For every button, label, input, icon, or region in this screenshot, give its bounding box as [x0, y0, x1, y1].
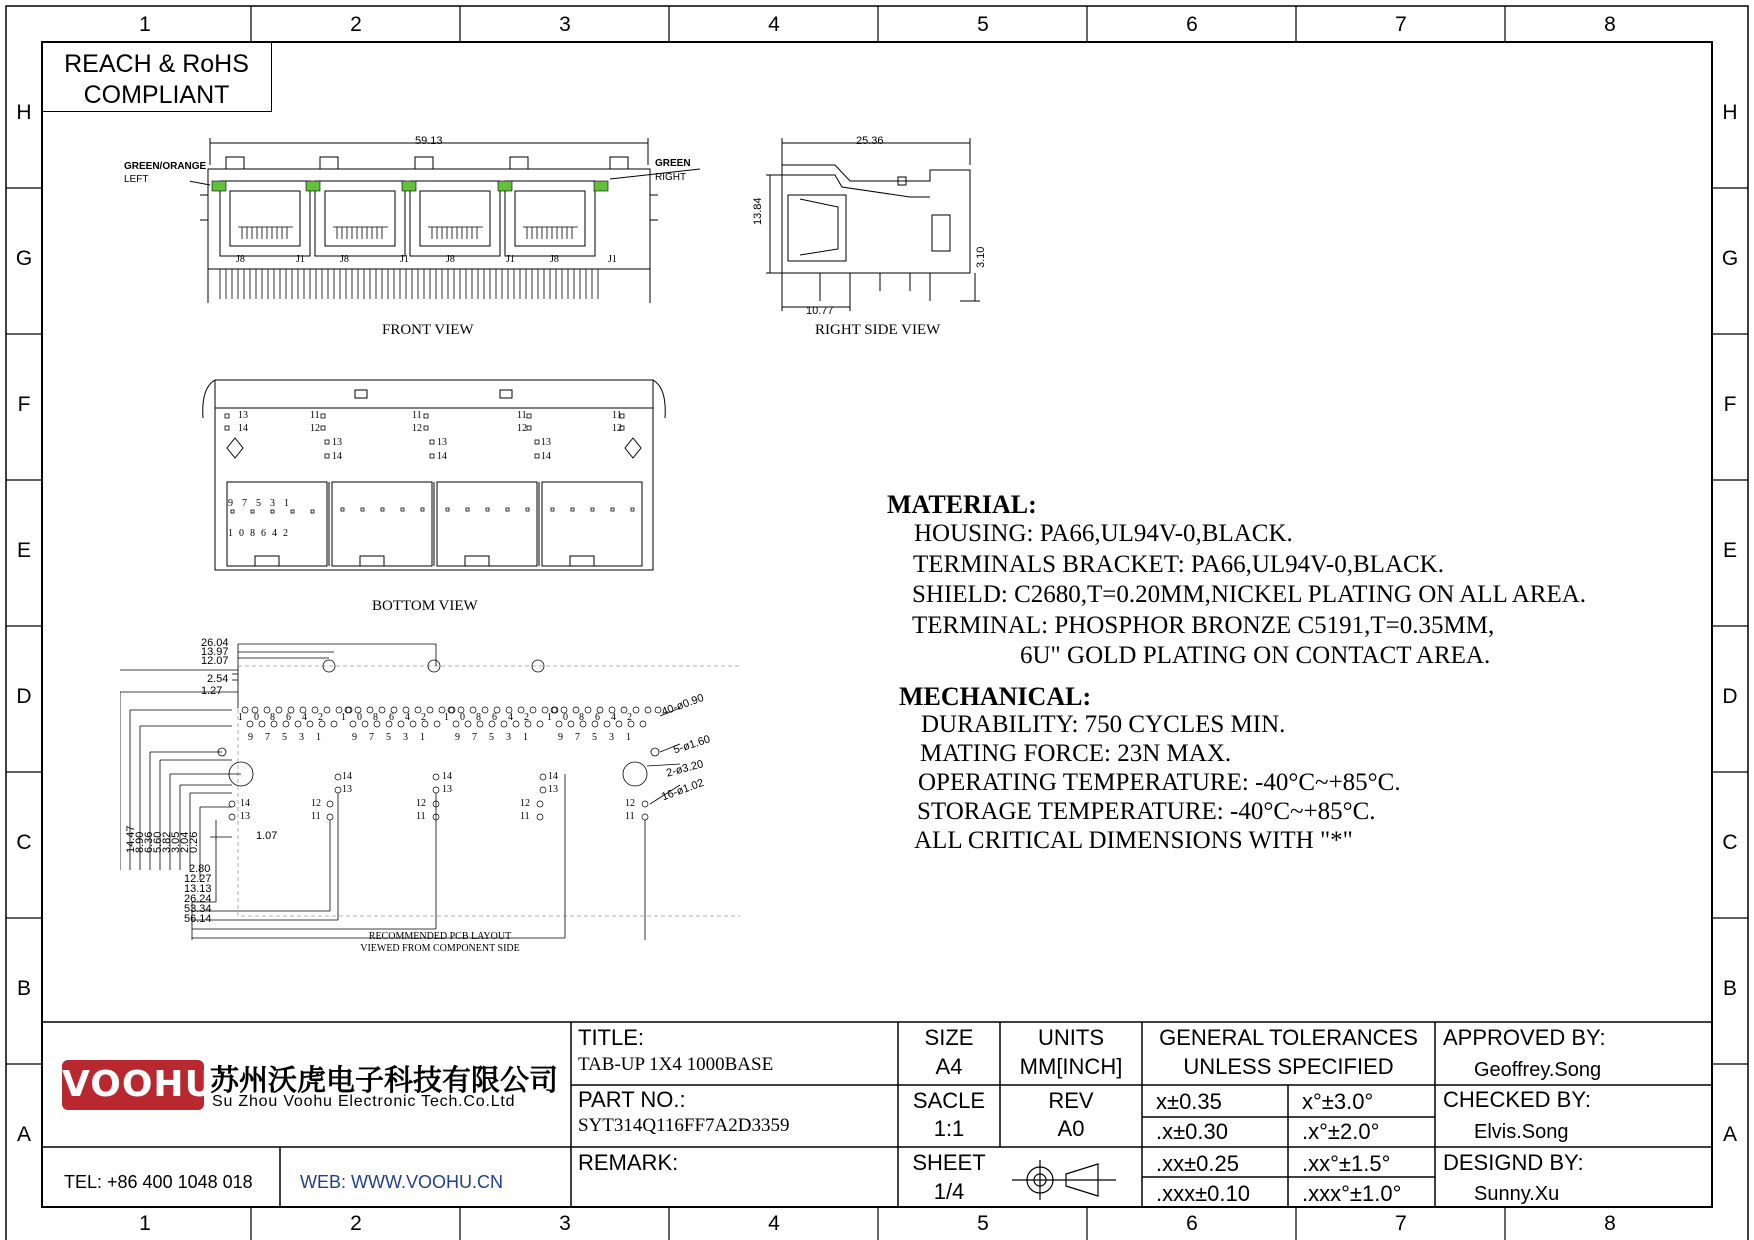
- bottom-pin-14b: 14: [332, 451, 342, 462]
- front-view-title: FRONT VIEW: [382, 322, 474, 338]
- tolerance-angular-3: .xxx°±1.0°: [1302, 1181, 1402, 1206]
- front-port-4-j8: J8: [550, 254, 559, 265]
- zone-row-f: F: [17, 393, 31, 416]
- pcb-dim-1-27: 1.27: [201, 685, 223, 697]
- side-dim-offset: 10.77: [806, 305, 834, 317]
- pcb-callout-holes-320: 2-ø3.20: [665, 758, 705, 780]
- pcb-side-pin-11c: 11: [520, 811, 530, 822]
- tolerance-linear-3: .xxx±0.10: [1156, 1181, 1251, 1206]
- material-line-4: TERMINAL: PHOSPHOR BRONZE C5191,T=0.35MM,: [912, 612, 1495, 639]
- side-dim-pin: 3.10: [975, 246, 987, 268]
- pcb-dim-2-04: 2.04: [179, 831, 191, 853]
- zone-col-4: 4: [768, 13, 780, 36]
- bottom-pin-13c: 13: [437, 437, 447, 448]
- bottom-pin-13d: 13: [541, 437, 551, 448]
- pcb-row-even-2: 108642: [341, 712, 437, 723]
- design-value: Sunny.Xu: [1474, 1183, 1560, 1205]
- bottom-pin-13b: 13: [332, 437, 342, 448]
- zone-row-c-right: C: [1722, 831, 1738, 854]
- front-right-label-2: RIGHT: [655, 172, 687, 183]
- pcb-led-pin-14b: 14: [442, 771, 452, 782]
- size-value: A4: [935, 1054, 963, 1079]
- bottom-pin-12b: 12: [412, 423, 422, 434]
- mechanical-heading: MECHANICAL:: [899, 682, 1092, 711]
- tolerance-angular-1: .x°±2.0°: [1302, 1119, 1380, 1144]
- pcb-dim-14-47: 14.47: [125, 825, 137, 853]
- pcb-dim-6-36: 6.36: [143, 831, 155, 853]
- bottom-pin-11b: 11: [412, 410, 422, 421]
- pcb-side-pin-14: 14: [240, 798, 250, 809]
- bottom-pin-13: 13: [238, 410, 248, 421]
- front-port-2-j8: J8: [340, 254, 349, 265]
- pcb-dim-2-80: 2.80: [189, 863, 211, 875]
- bottom-pin-11: 11: [310, 410, 320, 421]
- company-name-en: Su Zhou Voohu Electronic Tech.Co.Ltd: [212, 1093, 516, 1110]
- bottom-pin-11c: 11: [517, 410, 527, 421]
- pcb-side-pin-12d: 12: [625, 798, 635, 809]
- mechanical-line-4: STORAGE TEMPERATURE: -40°C~+85°C.: [917, 798, 1376, 825]
- zone-col-8: 8: [1604, 13, 1616, 36]
- pcb-side-pin-11b: 11: [416, 811, 426, 822]
- bottom-pin-14c: 14: [437, 451, 447, 462]
- approved-label: APPROVED BY:: [1443, 1025, 1606, 1050]
- zone-row-d-right: D: [1722, 685, 1738, 708]
- bottom-view-title: BOTTOM VIEW: [372, 598, 478, 614]
- bottom-pin-14: 14: [238, 423, 248, 434]
- company-name-cn: 苏州沃虎电子科技有限公司: [210, 1063, 559, 1097]
- zone-row-h-right: H: [1722, 101, 1738, 124]
- zone-col-6: 6: [1186, 13, 1198, 36]
- front-port-1-j1: J1: [296, 254, 305, 265]
- zone-col-1-bottom: 1: [139, 1212, 151, 1235]
- web-link[interactable]: WEB: WWW.VOOHU.CN: [300, 1172, 503, 1192]
- title-label: TITLE:: [578, 1025, 645, 1050]
- front-port-4-j1: J1: [608, 254, 617, 265]
- pcb-dim-5-60: 5.60: [152, 831, 164, 853]
- pcb-row-even-4: 108642: [547, 712, 643, 723]
- pcb-callout-holes-160: 5-ø1.60: [672, 733, 712, 757]
- tolerance-angular-0: x°±3.0°: [1302, 1089, 1374, 1114]
- pcb-side-pin-12a: 12: [311, 798, 321, 809]
- zone-col-3-bottom: 3: [559, 1212, 571, 1235]
- front-right-label-1: GREEN: [655, 158, 691, 169]
- front-port-1-j8: J8: [236, 254, 245, 265]
- zone-col-5: 5: [977, 13, 989, 36]
- scale-value: 1:1: [933, 1116, 965, 1141]
- units-label: UNITS: [1038, 1025, 1104, 1050]
- zone-row-c: C: [16, 831, 32, 854]
- pcb-dim-53-34: 53.34: [184, 903, 212, 915]
- part-value: SYT314Q116FF7A2D3359: [578, 1115, 790, 1136]
- pcb-dim-8-90: 8.90: [134, 831, 146, 853]
- tolerance-linear-0: x±0.35: [1156, 1089, 1222, 1114]
- pcb-dim-56-14: 56.14: [184, 913, 212, 925]
- pcb-led-pin-13c: 13: [548, 784, 558, 795]
- pcb-layout-title-1: RECOMMENDED PCB LAYOUT: [368, 931, 512, 942]
- pcb-dim-26-24: 26.24: [184, 893, 212, 905]
- pcb-side-pin-12b: 12: [416, 798, 426, 809]
- pcb-callout-holes-102: 16-ø1.02: [660, 776, 706, 804]
- material-line-1: HOUSING: PA66,UL94V-0,BLACK.: [914, 520, 1293, 547]
- zone-col-2-bottom: 2: [350, 1212, 362, 1235]
- zone-row-e: E: [16, 539, 31, 562]
- zone-col-5-bottom: 5: [977, 1212, 989, 1235]
- pcb-side-pin-11d: 11: [625, 811, 635, 822]
- zone-row-g: G: [15, 247, 33, 270]
- sheet-value: 1/4: [933, 1179, 965, 1204]
- remark-label: REMARK:: [578, 1150, 679, 1175]
- material-line-3: SHIELD: C2680,T=0.20MM,NICKEL PLATING ON ALL AREA.: [912, 581, 1587, 608]
- material-line-5: 6U" GOLD PLATING ON CONTACT AREA.: [1020, 642, 1491, 669]
- tolerance-heading-1: GENERAL TOLERANCES: [1159, 1025, 1418, 1050]
- bottom-pin-12: 12: [310, 423, 320, 434]
- tel: TEL: +86 400 1048 018: [64, 1172, 253, 1192]
- zone-row-b: B: [16, 977, 31, 1000]
- zone-row-g-right: G: [1721, 247, 1739, 270]
- pcb-row-odd-3: 97531: [455, 732, 540, 743]
- rev-label: REV: [1048, 1088, 1094, 1113]
- pcb-row-odd-4: 97531: [558, 732, 643, 743]
- pcb-side-pin-13: 13: [240, 811, 250, 822]
- compliance-line-1: REACH & RoHS: [64, 50, 249, 78]
- front-dim-width: 59.13: [415, 135, 443, 147]
- zone-col-7: 7: [1395, 13, 1407, 36]
- tolerance-angular-2: .xx°±1.5°: [1302, 1151, 1391, 1176]
- pcb-side-pin-12c: 12: [520, 798, 530, 809]
- bottom-pin-12c: 12: [517, 423, 527, 434]
- pcb-side-pin-11a: 11: [311, 811, 321, 822]
- bottom-pin-12d: 12: [612, 423, 622, 434]
- pcb-dim-13-97: 13.97: [201, 646, 229, 658]
- front-port-3-j8: J8: [446, 254, 455, 265]
- scale-label: SACLE: [912, 1088, 986, 1113]
- tolerance-linear-1: .x±0.30: [1156, 1119, 1229, 1144]
- units-value: MM[INCH]: [1019, 1054, 1123, 1079]
- company-logo: VOOHU: [62, 1060, 204, 1110]
- front-port-2-j1: J1: [400, 254, 409, 265]
- pcb-layout-title-2: VIEWED FROM COMPONENT SIDE: [360, 943, 520, 954]
- side-dim-width: 25.36: [856, 135, 884, 147]
- zone-row-h: H: [16, 101, 32, 124]
- pcb-dim-26-04: 26.04: [201, 637, 229, 649]
- mechanical-line-1: DURABILITY: 750 CYCLES MIN.: [921, 711, 1286, 738]
- pcb-dim-12-27: 12.27: [184, 873, 212, 885]
- zone-col-3: 3: [559, 13, 571, 36]
- bottom-pin-11d: 11: [612, 410, 622, 421]
- bottom-row-odd: 97531: [228, 498, 298, 509]
- pcb-row-odd-1: 97531: [248, 732, 333, 743]
- zone-col-7-bottom: 7: [1395, 1212, 1407, 1235]
- front-port-3-j1: J1: [506, 254, 515, 265]
- side-view-title: RIGHT SIDE VIEW: [815, 322, 941, 338]
- title-value: TAB-UP 1X4 1000BASE: [578, 1054, 774, 1075]
- size-label: SIZE: [924, 1025, 974, 1050]
- part-label: PART NO.:: [578, 1087, 686, 1112]
- mechanical-line-2: MATING FORCE: 23N MAX.: [920, 740, 1232, 767]
- mechanical-line-5: ALL CRITICAL DIMENSIONS WITH "*": [914, 827, 1353, 854]
- material-heading: MATERIAL:: [887, 490, 1037, 519]
- rev-value: A0: [1057, 1116, 1085, 1141]
- pcb-dim-3-82: 3.82: [161, 831, 173, 853]
- design-label: DESIGND BY:: [1443, 1150, 1584, 1175]
- pcb-dim-1-07: 1.07: [256, 830, 278, 842]
- front-left-label-1: GREEN/ORANGE: [124, 161, 207, 172]
- zone-row-a: A: [16, 1123, 31, 1146]
- pcb-dim-2-54: 2.54: [207, 673, 229, 685]
- tolerance-heading-2: UNLESS SPECIFIED: [1183, 1054, 1394, 1079]
- third-angle-projection-icon: [1012, 1160, 1116, 1200]
- zone-col-1: 1: [139, 13, 151, 36]
- zone-row-f-right: F: [1723, 393, 1737, 416]
- checked-value: Elvis.Song: [1474, 1121, 1569, 1143]
- pcb-led-pin-14c: 14: [548, 771, 558, 782]
- pcb-led-pin-13b: 13: [442, 784, 452, 795]
- zone-col-2: 2: [350, 13, 362, 36]
- compliance-line-2: COMPLIANT: [83, 81, 230, 109]
- pcb-led-pin-13a: 13: [342, 784, 352, 795]
- side-dim-height: 13.84: [752, 197, 764, 225]
- zone-row-e-right: E: [1722, 539, 1737, 562]
- bottom-row-even: 108642: [228, 528, 294, 539]
- sheet-label: SHEET: [912, 1150, 986, 1175]
- pcb-led-pin-14a: 14: [342, 771, 352, 782]
- zone-row-b-right: B: [1722, 977, 1737, 1000]
- pcb-row-even-1: 108642: [238, 712, 334, 723]
- pcb-row-odd-2: 97531: [352, 732, 437, 743]
- material-line-2: TERMINALS BRACKET: PA66,UL94V-0,BLACK.: [913, 551, 1444, 578]
- zone-col-4-bottom: 4: [768, 1212, 780, 1235]
- pcb-dim-12-07: 12.07: [201, 655, 229, 667]
- front-left-label-2: LEFT: [124, 174, 149, 185]
- pcb-dim-13-13: 13.13: [184, 883, 212, 895]
- checked-label: CHECKED BY:: [1443, 1087, 1591, 1112]
- zone-row-d: D: [16, 685, 32, 708]
- pcb-callout-holes-090: 40-ø0.90: [660, 691, 706, 719]
- zone-col-6-bottom: 6: [1186, 1212, 1198, 1235]
- pcb-row-even-3: 108642: [444, 712, 540, 723]
- zone-row-a-right: A: [1722, 1123, 1737, 1146]
- pcb-dim-0-26: 0.26: [188, 831, 200, 853]
- tolerance-linear-2: .xx±0.25: [1156, 1151, 1240, 1176]
- approved-value: Geoffrey.Song: [1474, 1059, 1602, 1081]
- pcb-dim-3-05: 3.05: [170, 831, 182, 853]
- zone-col-8-bottom: 8: [1604, 1212, 1616, 1235]
- mechanical-line-3: OPERATING TEMPERATURE: -40°C~+85°C.: [918, 769, 1401, 796]
- bottom-pin-14d: 14: [541, 451, 551, 462]
